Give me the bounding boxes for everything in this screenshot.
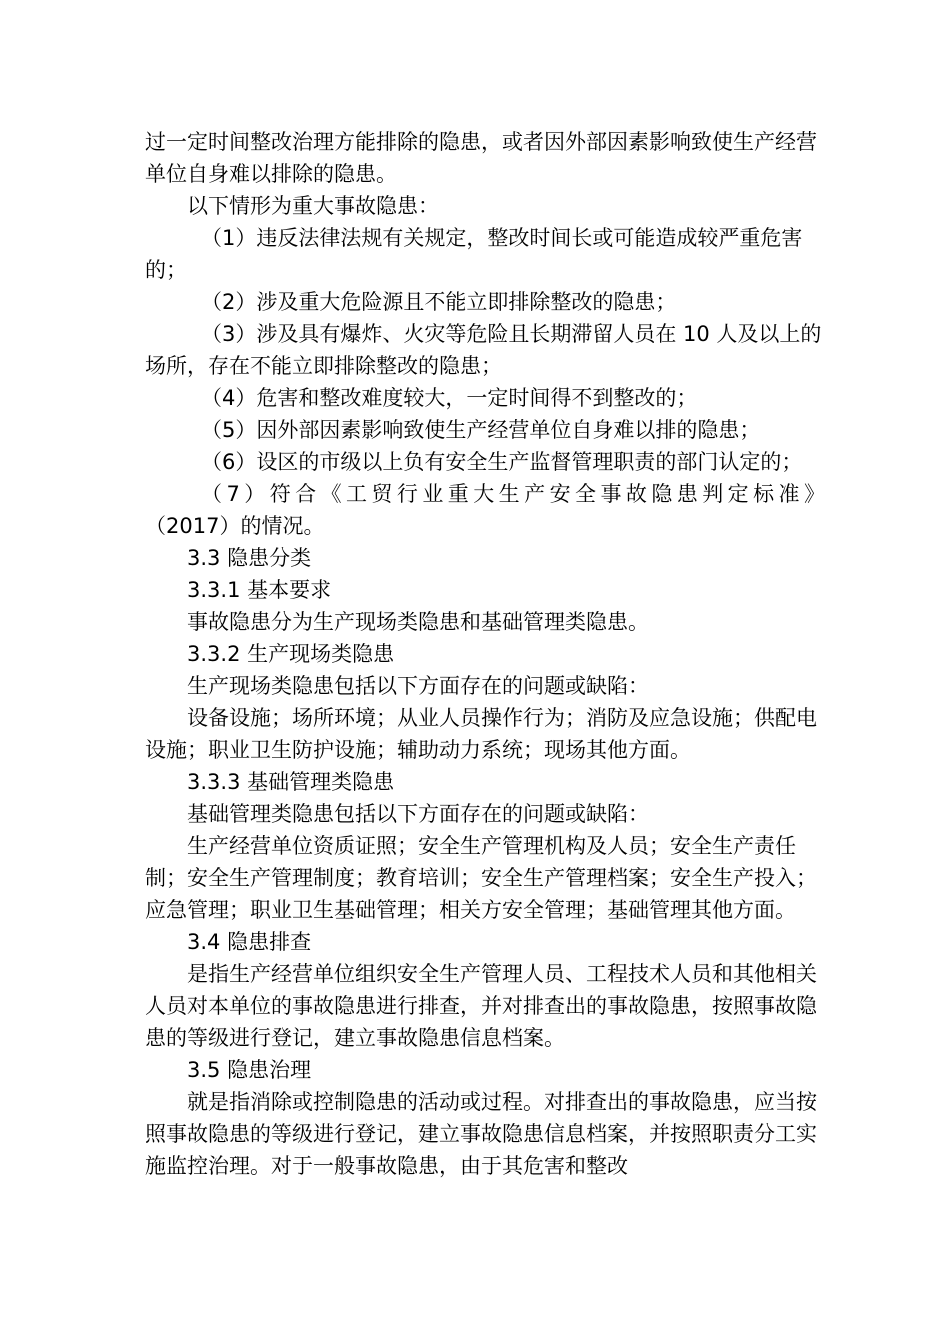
section-heading-3-3-1: 3.3.1 基本要求 (187, 578, 332, 602)
list-item-1: （1）违反法律法规有关规定，整改时间长或可能造成较严重危害的； (145, 226, 803, 282)
paragraph-continued-definition: 过一定时间整改治理方能排除的隐患，或者因外部因素影响致使生产经营单位自身难以排除的隐患。 (145, 130, 817, 186)
section-heading-3-3: 3.3 隐患分类 (187, 546, 312, 570)
paragraph-hazard-inspection: 是指生产经营单位组织安全生产管理人员、工程技术人员和其他相关人员对本单位的事故隐患进行排查，并对排查出的事故隐患，按照事故隐患的等级进行登记，建立事故隐患信息档案。 (145, 962, 817, 1050)
list-item-4: （4）危害和整改难度较大，一定时间得不到整改的； (201, 386, 698, 410)
paragraph-basic-requirements: 事故隐患分为生产现场类隐患和基础管理类隐患。 (187, 610, 649, 634)
list-item-7-continued: （2017）的情况。 (145, 514, 325, 538)
section-heading-3-4: 3.4 隐患排查 (187, 930, 312, 954)
document-body (145, 126, 825, 1182)
section-heading-3-3-3: 3.3.3 基础管理类隐患 (187, 770, 395, 794)
list-item-6: （6）设区的市级以上负有安全生产监督管理职责的部门认定的； (201, 450, 803, 474)
list-item-7: （7）符合《工贸行业重大生产安全事故隐患判定标准》 (201, 482, 825, 506)
paragraph-hazard-treatment: 就是指消除或控制隐患的活动或过程。对排查出的事故隐患，应当按照事故隐患的等级进行登记，建立事故隐患信息档案，并按照职责分工实施监控治理。对于一般事故隐患，由于其危害和整改 (145, 1090, 817, 1178)
list-item-3: （3）涉及具有爆炸、火灾等危险且长期滞留人员在 10 人及以上的场所，存在不能立即排除整改的隐患； (145, 322, 822, 378)
paragraph-site-hazards-list: 设备设施；场所环境；从业人员操作行为；消防及应急设施；供配电设施；职业卫生防护设施；辅助动力系统；现场其他方面。 (145, 706, 817, 762)
section-heading-3-3-2: 3.3.2 生产现场类隐患 (187, 642, 395, 666)
list-item-5: （5）因外部因素影响致使生产经营单位自身难以排的隐患； (201, 418, 761, 442)
paragraph-management-hazards-intro: 基础管理类隐患包括以下方面存在的问题或缺陷： (187, 802, 649, 826)
paragraph-management-hazards-list: 生产经营单位资质证照；安全生产管理机构及人员；安全生产责任制；安全生产管理制度；教育培训；安全生产管理档案；安全生产投入；应急管理；职业卫生基础管理；相关方安全管理；基础管理其他方面。 (145, 834, 817, 922)
paragraph-major-hazard-intro: 以下情形为重大事故隐患： (187, 194, 439, 218)
list-item-2: （2）涉及重大危险源且不能立即排除整改的隐患； (201, 290, 677, 314)
section-heading-3-5: 3.5 隐患治理 (187, 1058, 312, 1082)
paragraph-site-hazards-intro: 生产现场类隐患包括以下方面存在的问题或缺陷： (187, 674, 649, 698)
